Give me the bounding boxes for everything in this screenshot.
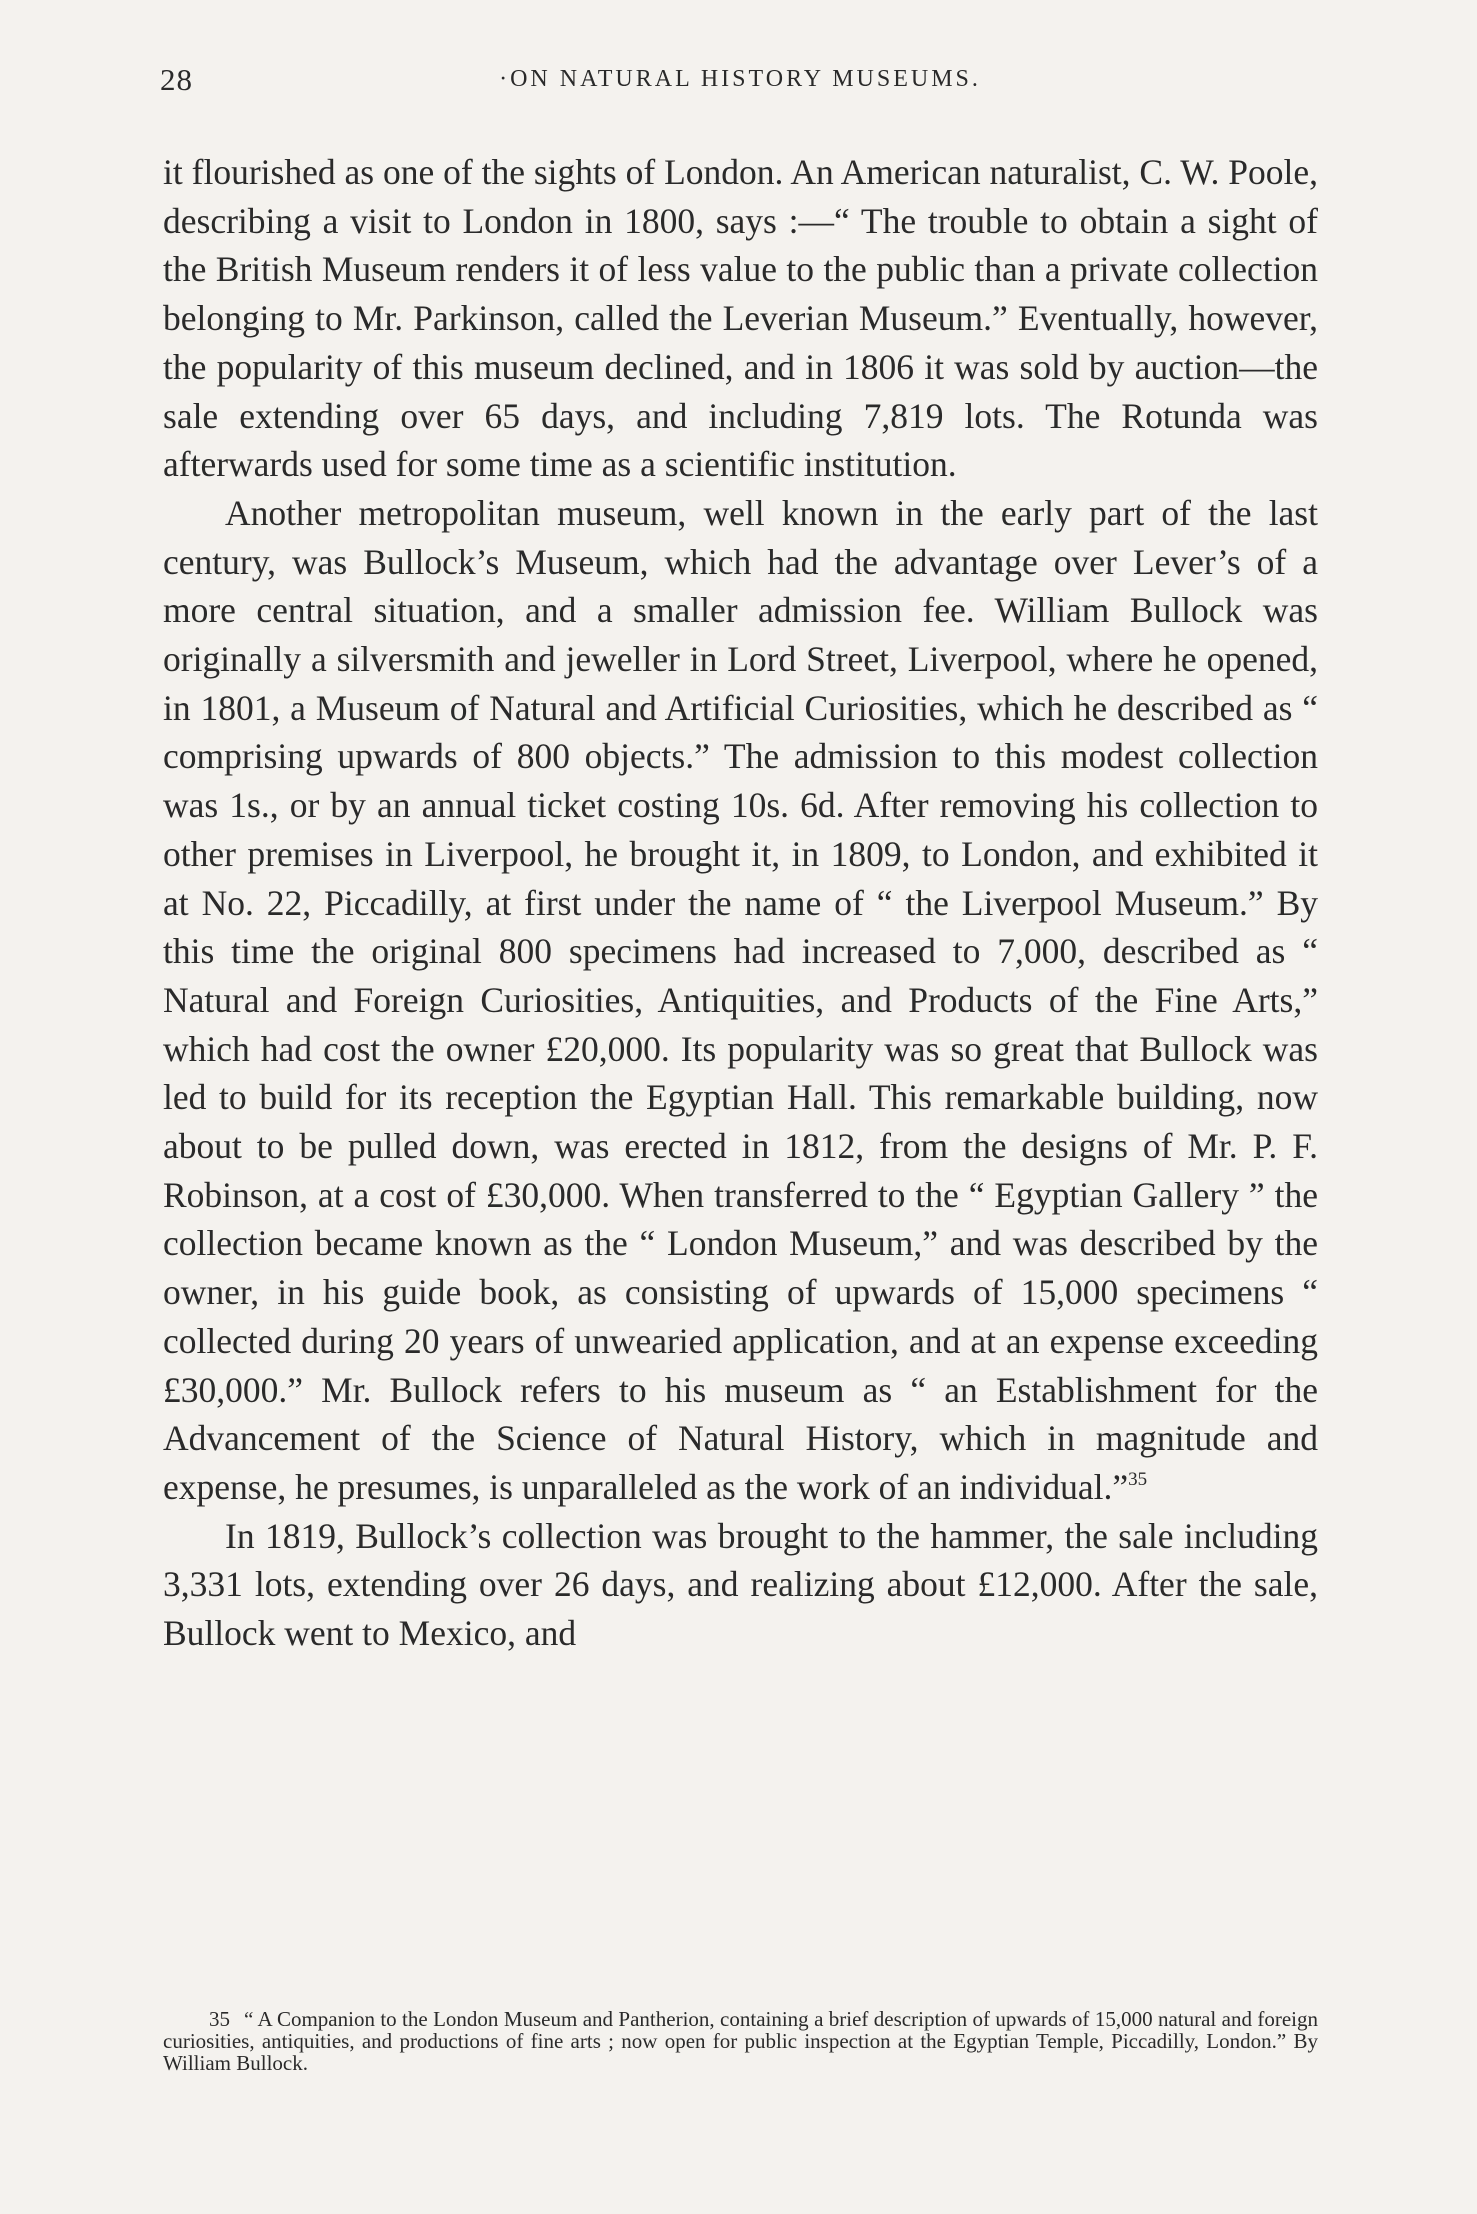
page-number: 28 [160,62,193,97]
footnote [163,2008,1318,2074]
footnote-text: “ A Companion to the London Museum and Pantherion, containing a brief description of upwards of 15,000 natural and foreign curiosities, antiquities, and productions of fine arts ; now open for public inspection at the Egyptian Temple, Piccadilly, London.” By William Bullock. [163,2007,1318,2075]
paragraph: it flourished as one of the sights of London. An American naturalist, C. W. Poole, describing a visit to London in 1800, says :—“ The trouble to obtain a sight of the British Museum renders it of less value to the public than a private collection belonging to Mr. Parkinson, called the Leverian Museum.” Eventually, however, the popularity of this museum declined, and in 1806 it was sold by auction—the sale extending over 65 days, and including 7,819 lots. The Rotunda was afterwards used for some time as a scientific institution. [163,152,1318,485]
footnotes [163,2008,1318,2074]
footnote-reference[interactable]: 35 [1128,1468,1148,1490]
footnote-number: 35 [209,2007,230,2031]
running-head [160,62,1320,102]
paragraph: Another metropolitan museum, well known in the early part of the last century, was Bullock’s Museum, which had the advantage over Lever’s of a more central situation, and a smaller admission fee. William Bullock was originally a silversmith and jeweller in Lord Street, Liverpool, where he opened, in 1801, a Museum of Natural and Artificial Curiosities, which he described as “ comprising upwards of 800 objects.” The admission to this modest collection was 1s., or by an annual ticket costing 10s. 6d. After removing his collection to other premises in Liverpool, he brought it, in 1809, to London, and exhibited it at No. 22, Piccadilly, at first under the name of “ the Liverpool Museum.” By this time the original 800 specimens had increased to 7,000, described as “ Natural and Foreign Curiosities, Antiquities, and Products of the Fine Arts,” which had cost the owner £20,000. Its popularity was so great that Bullock was led to build for its reception the Egyptian Hall. This remarkable building, now about to be pulled down, was erected in 1812, from the designs of Mr. P. F. Robinson, at a cost of £30,000. When transferred to the “ Egyptian Gallery ” the collection became known as the “ London Museum,” and was described by the owner, in his guide book, as consisting of upwards of 15,000 specimens “ collected during 20 years of unwearied application, and at an expense exceeding £30,000.” Mr. Bullock refers to his museum as “ an Establishment for the Advancement of the Science of Natural History, which in magnitude and expense, he presumes, is unparalleled as the work of an individual.”$^{35}$ [163,492,1318,1507]
running-title: ·ON NATURAL HISTORY MUSEUMS. [499,66,981,92]
body-text [163,148,1318,1658]
paragraph: In 1819, Bullock’s collection was brought to the hammer, the sale including 3,331 lots, extending over 26 days, and realizing about £12,000. After the sale, Bullock went to Mexico, and [163,1515,1318,1654]
